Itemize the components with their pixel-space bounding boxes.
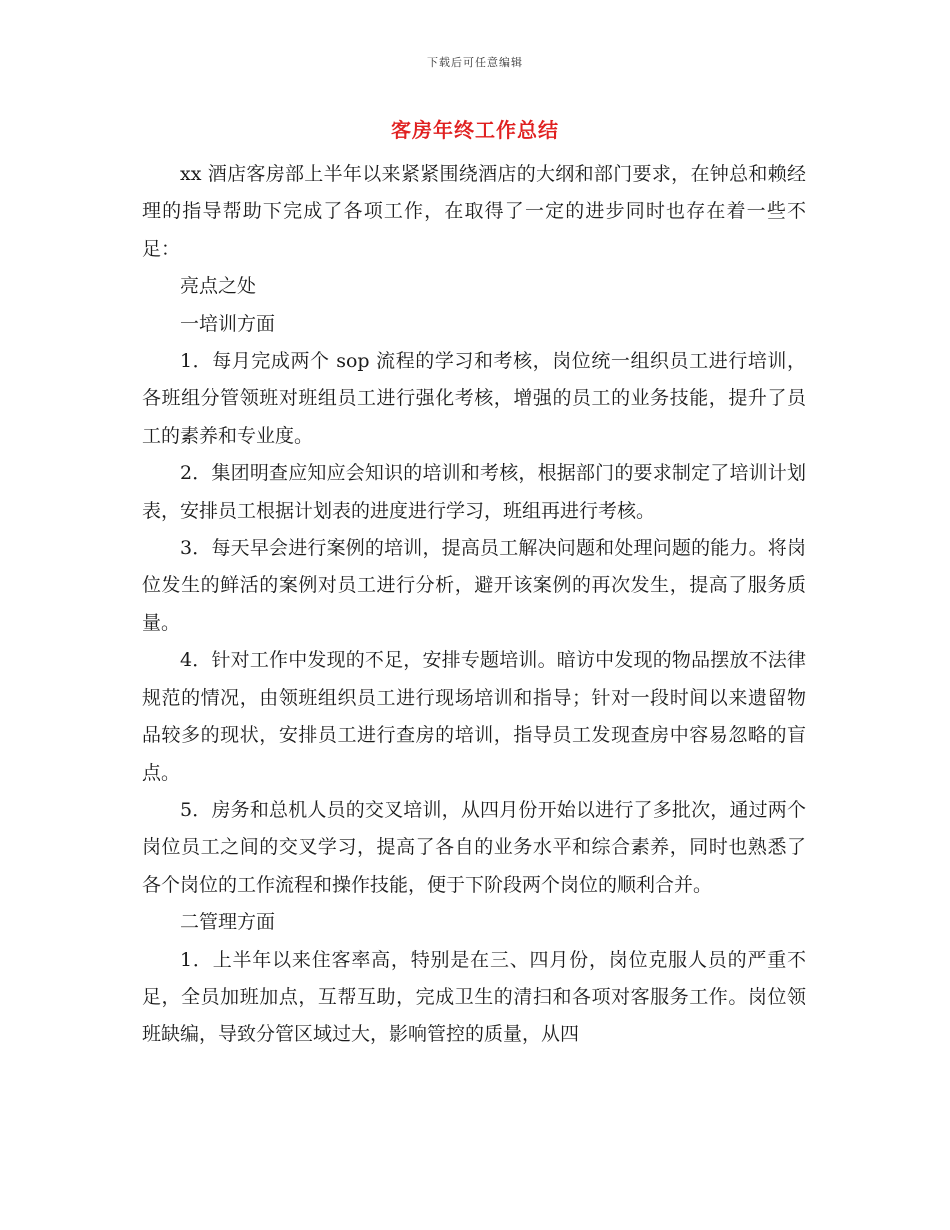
header-note: 下载后可任意编辑 <box>427 56 523 69</box>
paragraph-training-2: 2．集团明查应知应会知识的培训和考核，根据部门的要求制定了培训计划表，安排员工根据计划表的进度进行学习，班组再进行考核。 <box>142 462 806 522</box>
section-heading-management: 二管理方面 <box>180 911 276 934</box>
paragraph-intro: xx 酒店客房部上半年以来紧紧围绕酒店的大纲和部门要求，在钟总和赖经理的指导帮助下完成了各项工作，在取得了一定的进步同时也存在着一些不足： <box>142 163 806 260</box>
document-title: 客房年终工作总结 <box>391 118 559 142</box>
paragraph-management-1: 1．上半年以来住客率高，特别是在三、四月份，岗位克服人员的严重不足，全员加班加点，互帮互助，完成卫生的清扫和各项对客服务工作。岗位领班缺编，导致分管区域过大，影响管控的质量，从四 <box>142 948 806 1046</box>
paragraph-training-5: 5．房务和总机人员的交叉培训，从四月份开始以进行了多批次，通过两个岗位员工之间的交叉学习，提高了各自的业务水平和综合素养，同时也熟悉了各个岗位的工作流程和操作技能，便于下阶段两个岗位的顺利合并。 <box>142 798 806 896</box>
section-heading-highlights: 亮点之处 <box>180 275 257 298</box>
paragraph-training-1: 1．每月完成两个 sop 流程的学习和考核，岗位统一组织员工进行培训，各班组分管领班对班组员工进行强化考核，增强的员工的业务技能，提升了员工的素养和专业度。 <box>142 350 806 447</box>
document-body <box>142 156 806 1054</box>
paragraph-training-3: 3．每天早会进行案例的培训，提高员工解决问题和处理问题的能力。将岗位发生的鲜活的案例对员工进行分析，避开该案例的再次发生，提高了服务质量。 <box>142 537 806 634</box>
paragraph-training-4: 4．针对工作中发现的不足，安排专题培训。暗访中发现的物品摆放不法律规范的情况，由领班组织员工进行现场培训和指导；针对一段时间以来遗留物品较多的现状，安排员工进行查房的培训，指导员工发现查房中容易忽略的盲点。 <box>142 649 806 784</box>
section-heading-training: 一培训方面 <box>180 312 276 335</box>
